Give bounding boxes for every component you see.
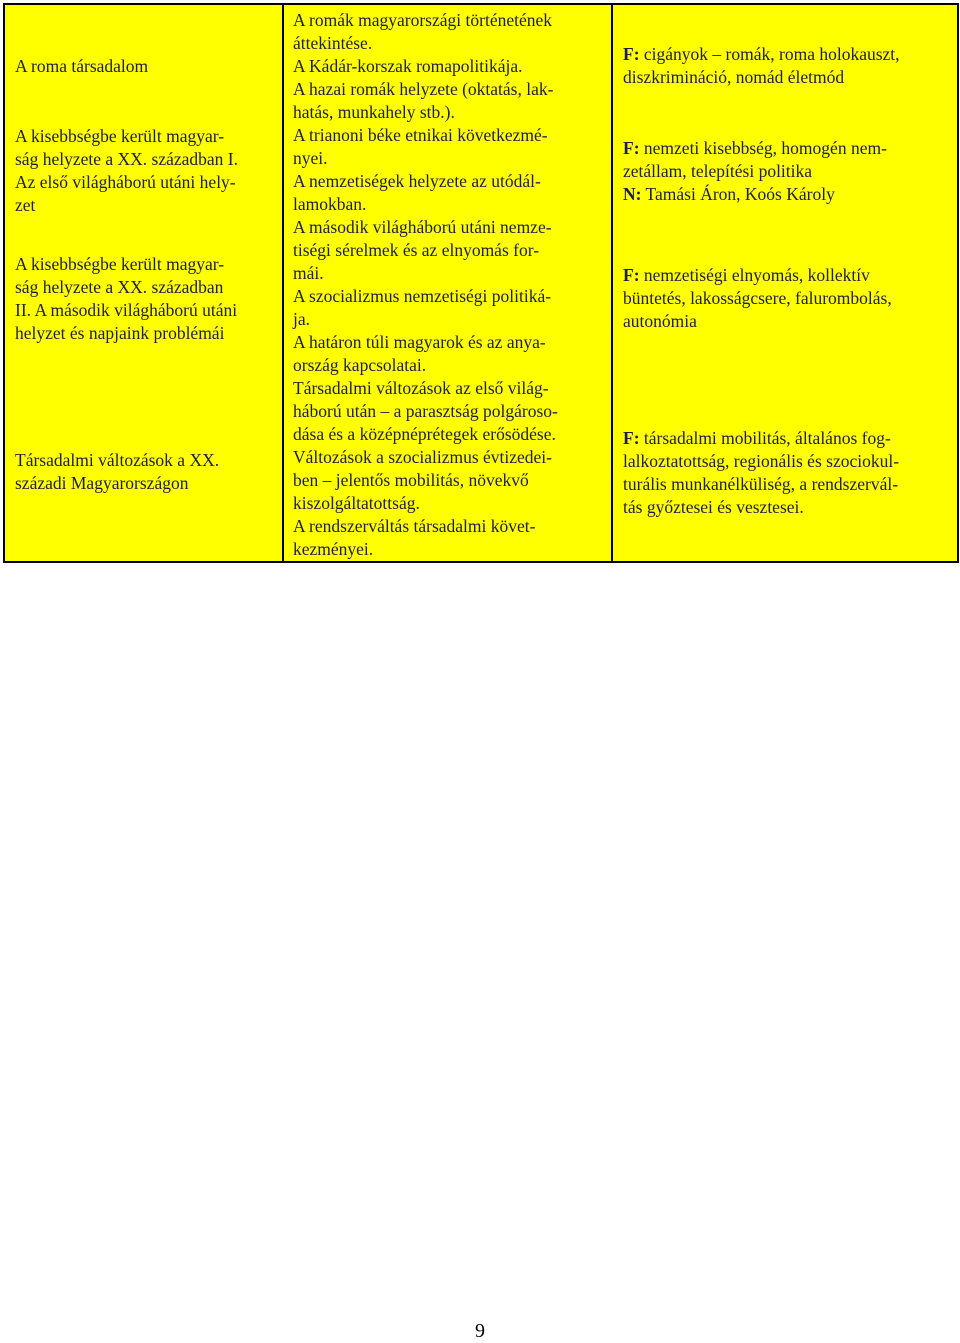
concept-text: turális munkanélküliség, a rendszervál- (623, 474, 899, 494)
concept-text: tás győztesei és vesztesei. (623, 497, 804, 517)
concepts-cell (612, 4, 958, 562)
concept-line (623, 287, 892, 310)
page-number: 9 (475, 1320, 485, 1342)
concept-line (623, 473, 898, 496)
topic-line: II. A második világháború utáni (15, 300, 238, 320)
content-line: ben – jelentős mobilitás, növekvő (293, 470, 529, 490)
concept-text: diszkrimináció, nomád életmód (623, 67, 845, 87)
concept-prefix: N: (623, 184, 642, 204)
content-line: hatás, munkahely stb.). (293, 102, 455, 122)
content-line: ország kapcsolatai. (293, 355, 427, 375)
content-line: A hazai romák helyzete (oktatás, lak- (293, 79, 554, 99)
concept-line (623, 183, 835, 206)
content-line: lamokban. (293, 194, 367, 214)
topic-line: zet (15, 195, 36, 215)
content-line: ja. (293, 309, 311, 329)
topic-line: A roma társadalom (15, 56, 149, 76)
concept-line (623, 427, 891, 450)
content-line: A szocializmus nemzetiségi politiká- (293, 286, 552, 306)
concept-text: zetállam, telepítési politika (623, 161, 813, 181)
content-line: mái. (293, 263, 324, 283)
content-column (284, 5, 611, 561)
content-line: Változások a szocializmus évtizedei- (293, 447, 552, 467)
content-line: nyei. (293, 148, 328, 168)
concept-text: autonómia (623, 311, 697, 331)
content-line: A rendszerváltás társadalmi követ- (293, 516, 536, 536)
concept-line (623, 43, 900, 66)
concept-prefix: F: (623, 265, 640, 285)
table-row (4, 4, 958, 562)
concept-prefix: F: (623, 428, 640, 448)
content-line: háború után – a parasztság polgároso- (293, 401, 558, 421)
content-line: kiszolgáltatottság. (293, 493, 420, 513)
topic-line: ság helyzete a XX. században I. (15, 149, 239, 169)
content-line: kezményei. (293, 539, 374, 559)
content-line: A második világháború utáni nemze- (293, 217, 552, 237)
topics-cell (4, 4, 283, 562)
content-line: A nemzetiségek helyzete az utódál- (293, 171, 541, 191)
concept-text: cigányok – romák, roma holokauszt, (639, 44, 900, 64)
content-line: Társadalmi változások az első világ- (293, 378, 549, 398)
concept-text: büntetés, lakosságcsere, falurombolás, (623, 288, 892, 308)
content-line: áttekintése. (293, 33, 373, 53)
topics-column (5, 5, 282, 561)
concept-line (623, 137, 887, 160)
concept-line (623, 450, 899, 473)
curriculum-table (3, 3, 959, 563)
concept-line (623, 496, 804, 519)
concept-prefix: F: (623, 138, 640, 158)
topic-line: századi Magyarországon (15, 473, 189, 493)
concept-text: nemzeti kisebbség, homogén nem- (639, 138, 887, 158)
concept-line (623, 264, 870, 287)
content-line: A határon túli magyarok és az anya- (293, 332, 546, 352)
topic-line: Az első világháború utáni hely- (15, 172, 236, 192)
topic-line: helyzet és napjaink problémái (15, 323, 225, 343)
content-line: A romák magyarországi történetének (293, 10, 552, 30)
concept-line (623, 160, 812, 183)
content-cell (283, 4, 612, 562)
content-line: dása és a középnéprétegek erősödése. (293, 424, 556, 444)
topic-line: Társadalmi változások a XX. (15, 450, 220, 470)
concept-text: nemzetiségi elnyomás, kollektív (639, 265, 870, 285)
concept-text: társadalmi mobilitás, általános fog- (639, 428, 891, 448)
concept-line (623, 66, 844, 89)
content-line: A trianoni béke etnikai következmé- (293, 125, 548, 145)
content-line: tiségi sérelmek és az elnyomás for- (293, 240, 540, 260)
topic-line: A kisebbségbe került magyar- (15, 126, 225, 146)
content-line: A Kádár-korszak romapolitikája. (293, 56, 523, 76)
concept-text: Tamási Áron, Koós Károly (641, 184, 835, 204)
concept-prefix: F: (623, 44, 640, 64)
topic-line: ság helyzete a XX. században (15, 277, 224, 297)
concept-text: lalkoztatottság, regionális és szociokul- (623, 451, 900, 471)
concept-line (623, 310, 697, 333)
concepts-column (613, 5, 957, 561)
topic-line: A kisebbségbe került magyar- (15, 254, 225, 274)
